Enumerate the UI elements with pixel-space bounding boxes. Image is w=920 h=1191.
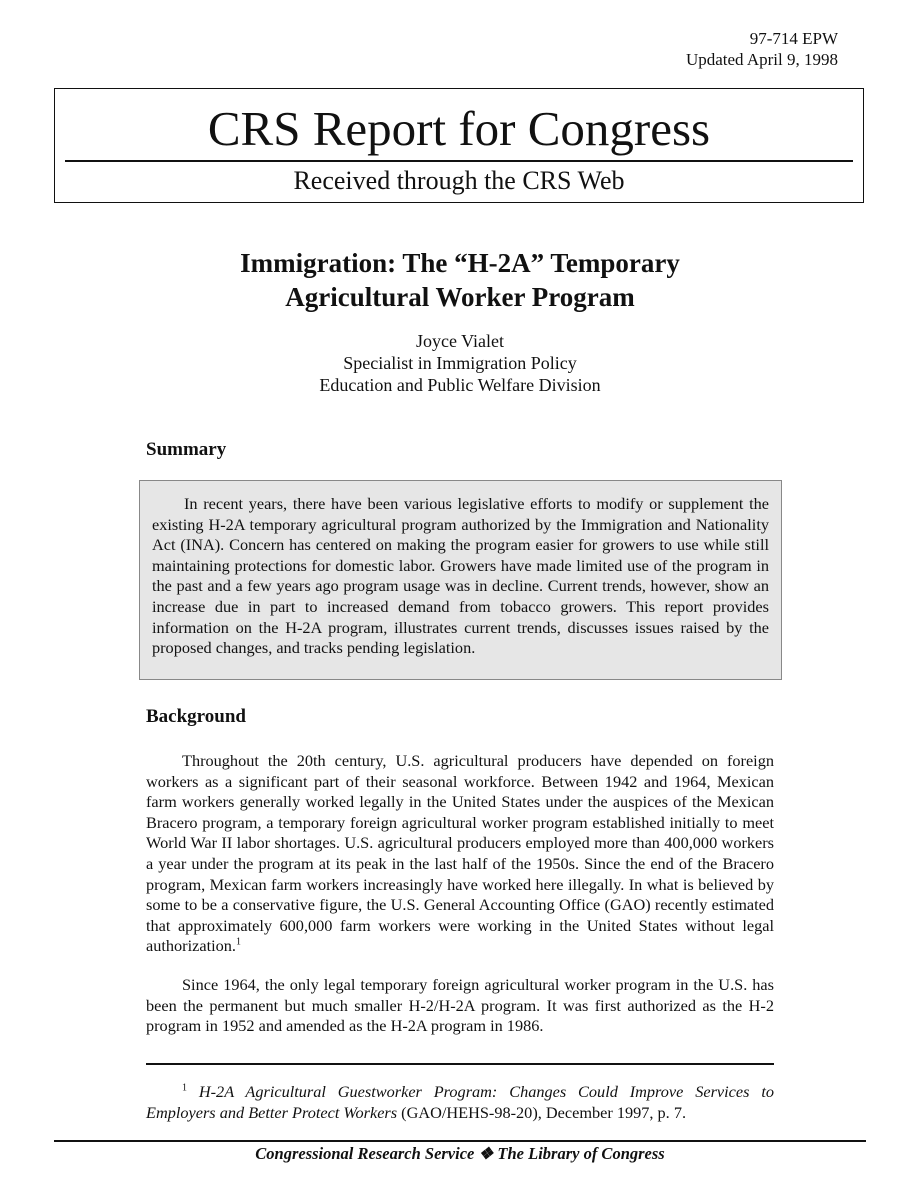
page-footer: Congressional Research Service ❖ The Library of Congress: [255, 1144, 665, 1163]
footnote: [146, 1081, 774, 1123]
background-paragraph-1-text: Throughout the 20th century, U.S. agricultural producers have depended on foreign workers as a significant part of their seasonal workforce. Between 1942 and 1964, Mexican farm workers generally worked legally in the United States under the auspices of the Mexican Bracero program, a temporary foreign agricultural worker program established initially to meet World War II labor shortages. U.S. agricultural producers employed more than 400,000 workers a year under the program at its peak in the last half of the 1950s. Since the end of the Bracero program, Mexican farm workers increasingly have worked here illegally. In what is believed by some to be a conservative figure, the U.S. General Accounting Office (GAO) recently estimated that approximately 600,000 farm workers were working in the United States without legal authorization.: [146, 751, 774, 956]
footnote-citation: (GAO/HEHS-98-20), December 1997, p. 7.: [397, 1103, 687, 1122]
document-title-line-2: Agricultural Worker Program: [285, 282, 635, 312]
report-number: 97-714 EPW: [749, 29, 838, 48]
footnote-divider: [146, 1063, 774, 1065]
footnote-source-title: H-2A Agricultural Guestworker Program: Changes Could Improve Services to Employers and Better Protect Workers: [146, 1082, 774, 1122]
footnote-number: 1: [182, 1082, 187, 1094]
crs-masthead: [54, 88, 864, 203]
footnote-reference[interactable]: 1: [235, 936, 241, 948]
background-paragraph-2: Since 1964, the only legal temporary foreign agricultural worker program in the U.S. has been the permanent but much smaller H-2/H-2A program. It was first authorized as the H-2 program in 1952 and amended as the H-2A program in 1986.: [146, 975, 774, 1036]
author-name: Joyce Vialet: [415, 331, 505, 351]
updated-date: Updated April 9, 1998: [685, 50, 838, 69]
author-title: Specialist in Immigration Policy: [343, 353, 577, 373]
summary-text: In recent years, there have been various legislative efforts to modify or supplement the existing H-2A temporary agricultural program authorized by the Immigration and Nationality Act (INA). Concern has centered on making the program easier for growers to use while still maintaining protections for domestic labor. Growers have made limited use of the program in the past and a few years ago program usage was in decline. Current trends, however, show an increase due in part to increased demand from tobacco growers. This report provides information on the H-2A program, illustrates current trends, discusses issues raised by the proposed changes, and tracks pending legislation.: [152, 494, 769, 658]
background-paragraph-1: [146, 751, 774, 957]
masthead-title: CRS Report for Congress: [207, 101, 711, 156]
masthead-divider: [65, 160, 853, 162]
author-block: [0, 330, 920, 396]
document-title-line-1: Immigration: The “H-2A” Temporary: [240, 248, 680, 278]
author-division: Education and Public Welfare Division: [319, 375, 601, 395]
masthead-subtitle: Received through the CRS Web: [293, 166, 625, 195]
background-heading: Background: [146, 706, 246, 727]
footer-divider: [54, 1140, 866, 1142]
summary-box: [139, 480, 782, 680]
document-title: [0, 246, 920, 314]
summary-heading: Summary: [146, 439, 227, 460]
report-identifier: [686, 28, 838, 70]
